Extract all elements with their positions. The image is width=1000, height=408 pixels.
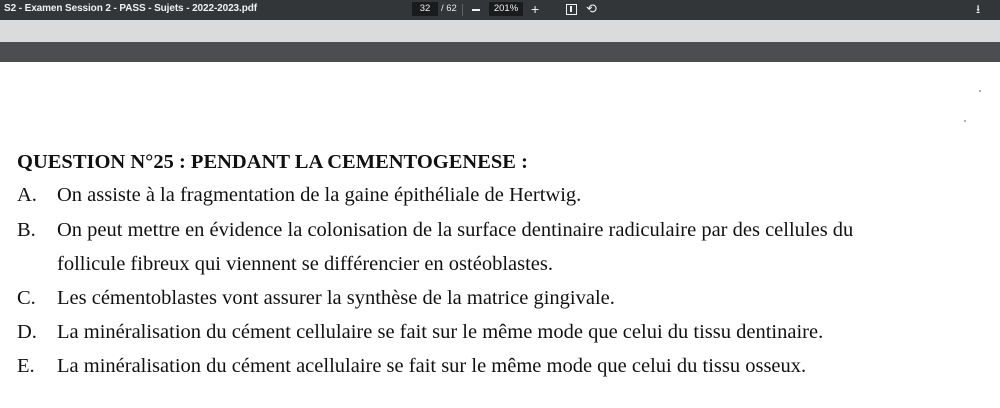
- answer-d: [17, 321, 823, 344]
- rotate-icon[interactable]: ⟲: [586, 1, 597, 16]
- answer-c: [17, 287, 615, 310]
- zoom-level-input[interactable]: 201%: [489, 2, 523, 16]
- pdf-page: [0, 62, 1000, 408]
- page-total: / 62: [441, 3, 457, 14]
- answer-text: Les cémentoblastes vont assurer la synthèse de la matrice gingivale.: [57, 287, 615, 309]
- scan-speck: [964, 120, 966, 122]
- scan-speck: [979, 90, 981, 92]
- answer-b-continuation: follicule fibreux qui viennent se différencier en ostéoblastes.: [57, 253, 554, 275]
- answer-text: On peut mettre en évidence la colonisation de la surface dentinaire radiculaire par des cellules du: [57, 219, 854, 241]
- answer-a: [17, 184, 581, 207]
- answer-text: On assiste à la fragmentation de la gaine épithéliale de Hertwig.: [57, 184, 582, 206]
- answer-letter: E.: [17, 355, 35, 377]
- minus-icon[interactable]: [472, 9, 480, 11]
- answer-e: [17, 355, 806, 378]
- fit-page-icon[interactable]: [566, 4, 577, 15]
- answer-b: [17, 219, 853, 242]
- answer-text: La minéralisation du cément cellulaire se fait sur le même mode que celui du tissu dentinaire.: [57, 321, 824, 343]
- document-title: S2 - Examen Session 2 - PASS - Sujets - 2022-2023.pdf: [4, 3, 257, 14]
- download-icon[interactable]: ⭳: [976, 2, 981, 16]
- question-title: QUESTION N°25 : PENDANT LA CEMENTOGENESE :: [17, 151, 528, 173]
- page-separator: [0, 42, 1000, 62]
- answer-text: La minéralisation du cément acellulaire se fait sur le même mode que celui du tissu osseux.: [57, 355, 807, 377]
- answer-letter: A.: [17, 184, 37, 206]
- viewer-background: [0, 20, 1000, 42]
- answer-letter: C.: [17, 287, 36, 309]
- toolbar-divider: [462, 4, 463, 16]
- answer-letter: B.: [17, 219, 36, 241]
- plus-icon[interactable]: +: [531, 1, 540, 17]
- answer-letter: D.: [17, 321, 37, 343]
- pdf-toolbar: [0, 0, 1000, 20]
- page-number-input[interactable]: 32: [412, 2, 438, 16]
